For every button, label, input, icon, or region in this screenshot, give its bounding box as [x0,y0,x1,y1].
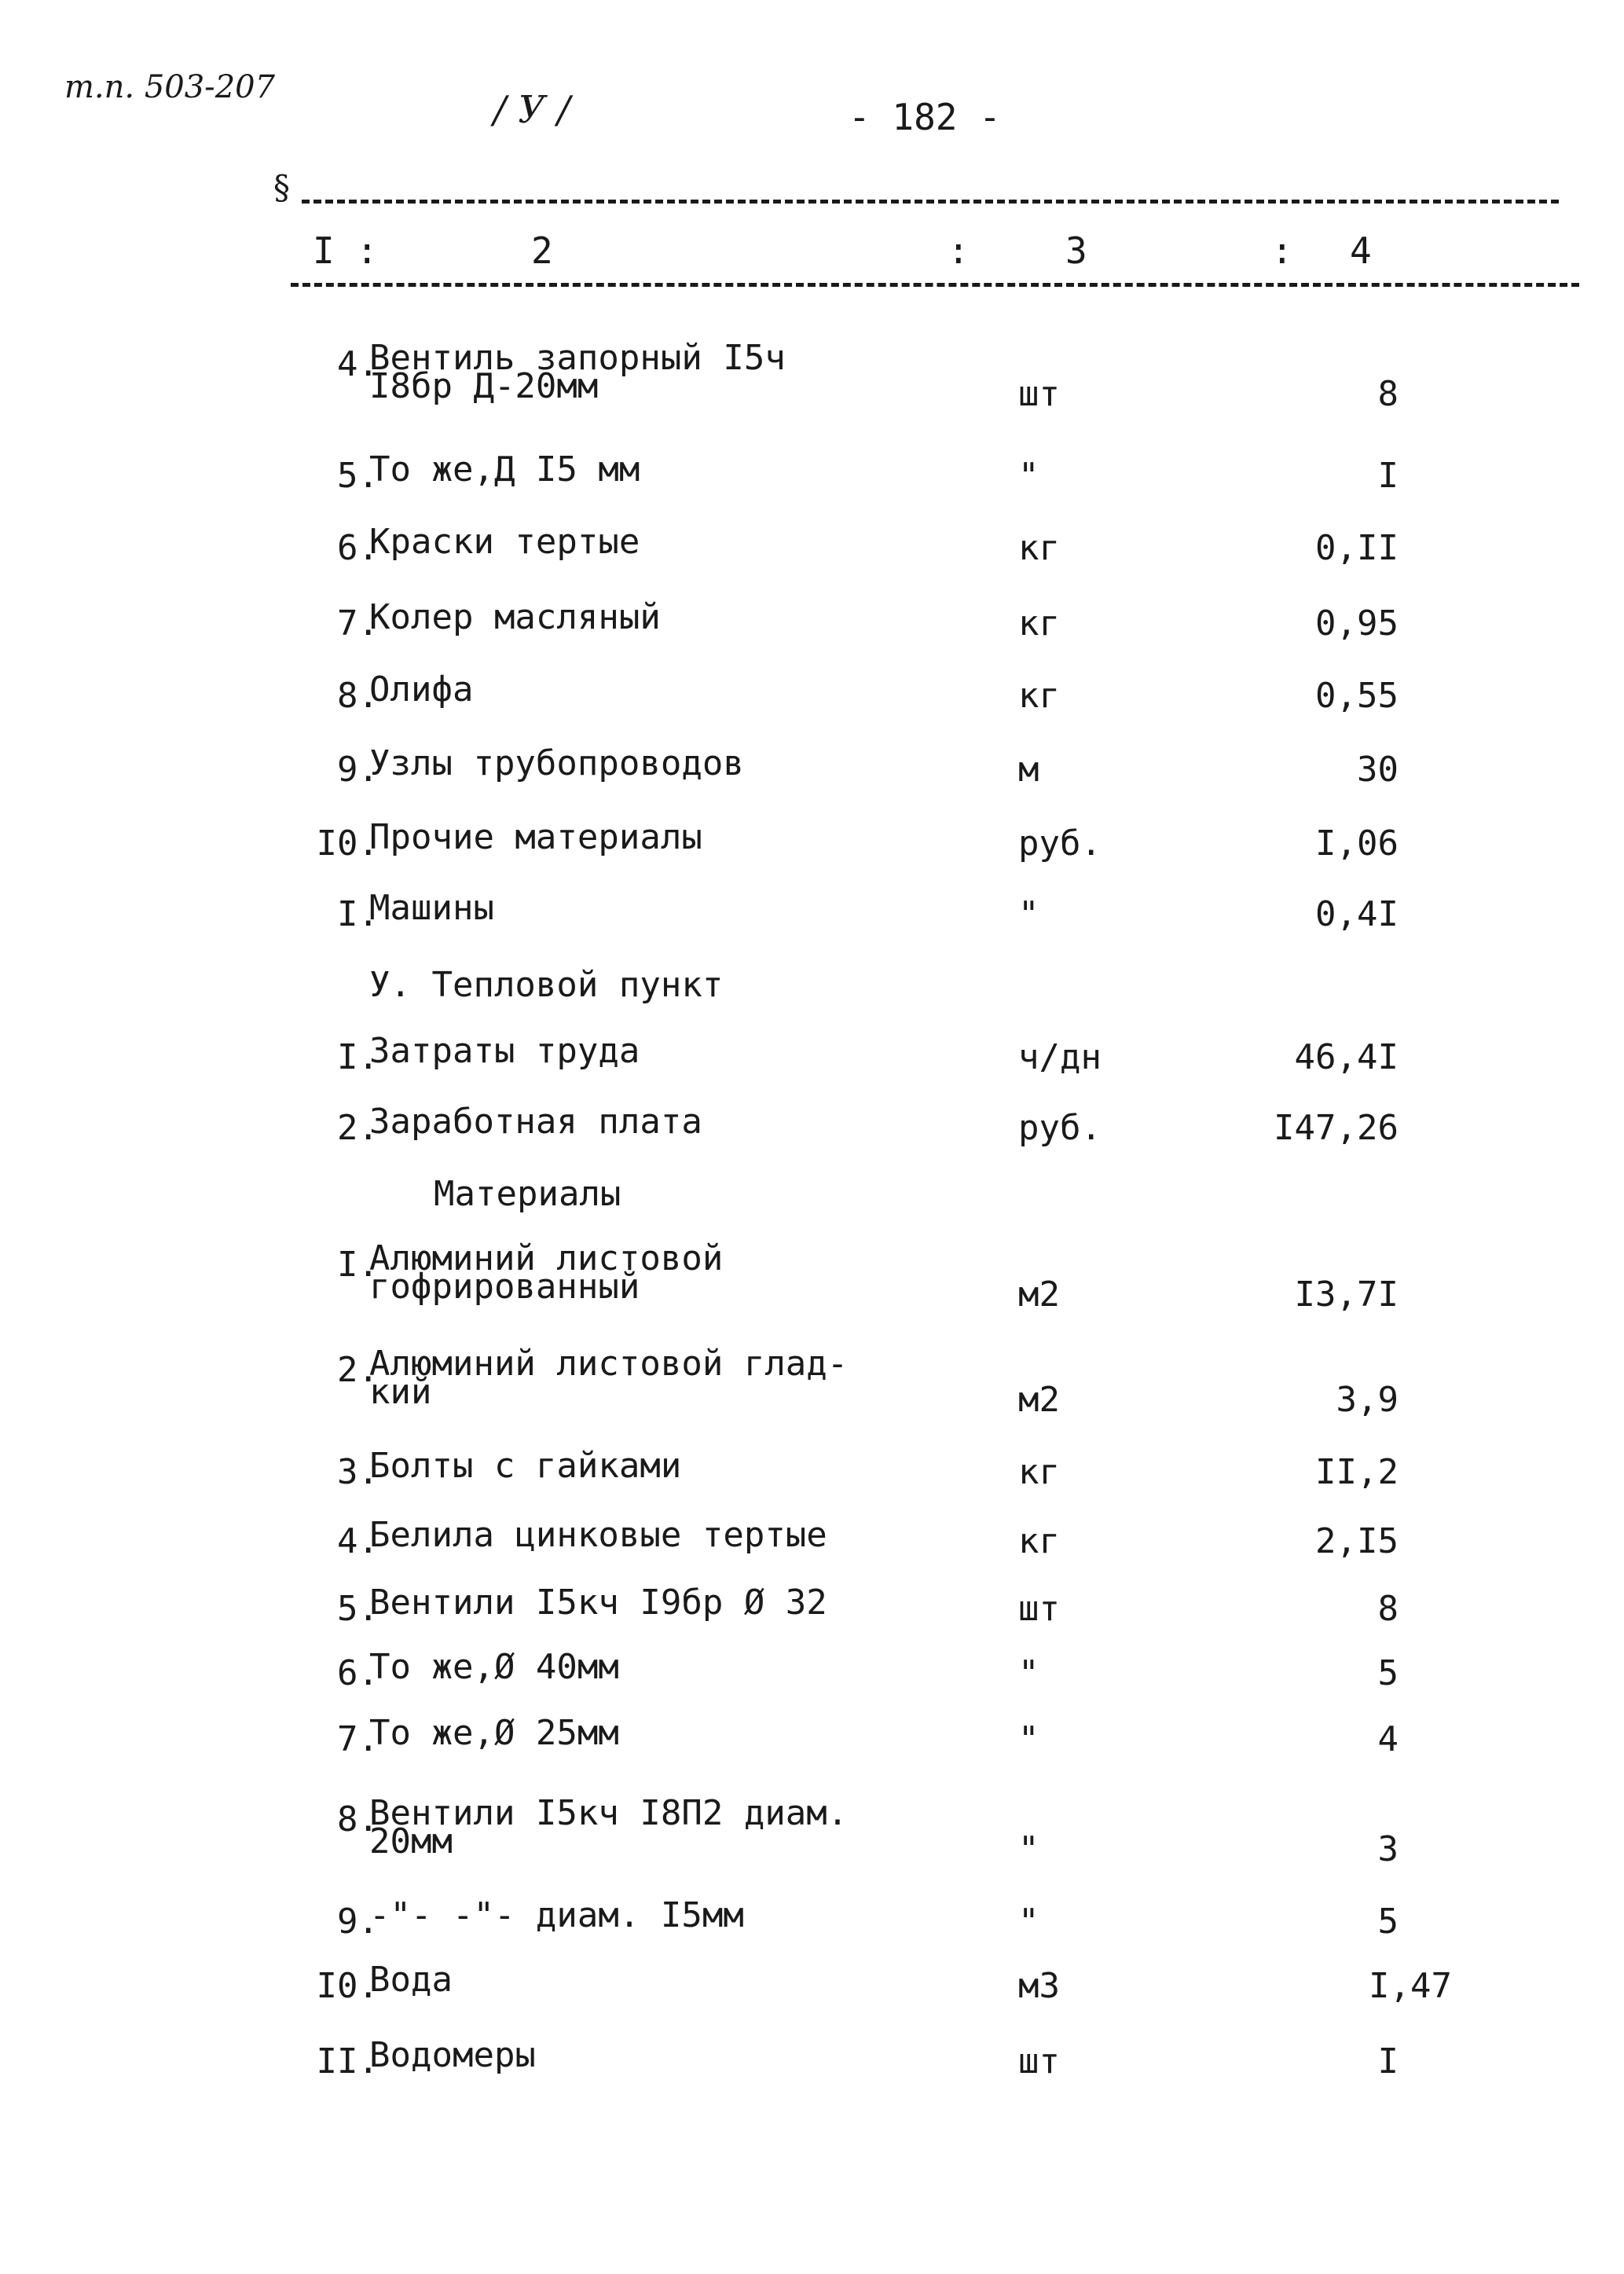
column-separator: : [948,229,970,272]
row-name [369,597,661,637]
row-unit: м2 [1018,1275,1060,1315]
row-name-line: Колер масляный [369,597,661,637]
row-number: I. [337,894,379,934]
row-value: 0,95 [1315,603,1399,644]
section-roman-numeral: / У / [493,88,570,132]
row-value: I47,26 [1274,1108,1399,1148]
row-name-line: Вентили I5кч I8П2 диам. [369,1793,849,1833]
row-value: 3,9 [1336,1380,1399,1420]
row-number: 7. [337,603,379,644]
row-value: I [1377,456,1399,496]
row-number: 3. [337,1452,379,1492]
column-separator: : [1271,229,1293,272]
row-number: I0. [316,823,379,864]
row-value: 0,55 [1315,676,1399,716]
row-name [369,449,640,490]
row-value: 5 [1377,1653,1399,1693]
row-value: 0,II [1315,528,1399,568]
row-number: 2. [337,1108,379,1148]
row-name-line: Олифа [369,669,474,710]
row-unit: м3 [1018,1966,1060,2006]
row-name-line: Затраты труда [369,1031,640,1071]
row-name [369,1713,619,1753]
row-unit: кг [1018,1521,1060,1561]
row-name [369,743,744,783]
row-unit: м2 [1018,1380,1060,1420]
row-value: 46,4I [1294,1037,1399,1077]
row-number: 2. [337,1350,379,1390]
row-unit: " [1018,894,1039,934]
row-name [369,1344,849,1412]
materials-heading: Материалы [434,1174,621,1214]
row-name-line: Заработная плата [369,1102,702,1142]
row-value: 5 [1377,1902,1399,1942]
row-name [369,2035,536,2075]
row-unit: шт [1018,374,1060,414]
row-name-line: Машины [369,888,494,928]
row-value: 4 [1377,1719,1399,1759]
column-header-2: 2 [531,229,553,272]
row-name-line: Вода [369,1960,453,2000]
row-number: 9. [337,750,379,790]
row-name [369,669,474,710]
row-name-line: 20мм [369,1821,453,1861]
row-name [369,1583,827,1623]
row-number: 7. [337,1719,379,1759]
row-name [369,1238,724,1307]
row-name [369,817,702,857]
row-number: 8. [337,676,379,716]
row-unit: ч/дн [1018,1037,1102,1077]
row-value: II,2 [1315,1452,1399,1492]
row-unit: руб. [1018,823,1102,864]
row-unit: " [1018,456,1039,496]
page-number: - 182 - [849,96,1001,138]
row-name [369,1960,453,2000]
header-bottom-rule [291,283,1579,287]
row-number: 4. [337,344,379,384]
row-number: 8. [337,1799,379,1839]
row-value: I3,7I [1294,1275,1399,1315]
row-name-line: То же,Ø 25мм [369,1713,619,1753]
row-name [369,1102,702,1142]
row-name [369,1515,827,1555]
row-number: 4. [337,1521,379,1561]
row-name [369,1895,744,1935]
row-value: 8 [1377,1589,1399,1629]
column-header-3: 3 [1065,229,1087,272]
row-name-line: Прочие материалы [369,817,702,857]
row-name-line: Вентиль запорный I5ч [369,338,786,378]
row-name-line: Алюминий листовой глад- [369,1344,849,1384]
row-value: 30 [1357,750,1399,790]
row-value: 0,4I [1315,894,1399,934]
row-unit: кг [1018,528,1060,568]
row-unit: " [1018,1829,1039,1869]
row-unit: " [1018,1653,1039,1693]
row-name [369,1793,849,1861]
row-number: 6. [337,528,379,568]
row-unit: кг [1018,676,1060,716]
row-unit: м [1018,750,1039,790]
row-name-line: То же,Ø 40мм [369,1647,619,1687]
row-unit: " [1018,1719,1039,1759]
row-unit: " [1018,1902,1039,1942]
row-number: 5. [337,456,379,496]
row-name-line: гофрированный [369,1267,640,1307]
row-unit: шт [1018,1589,1060,1629]
row-unit: шт [1018,2041,1060,2081]
row-unit: руб. [1018,1108,1102,1148]
column-header-1: I : [313,229,379,272]
document-code: т.п. 503-207 [64,69,276,105]
row-name-line: Краски тертые [369,522,640,562]
header-top-rule [302,200,1559,204]
row-name-line: Водомеры [369,2035,536,2075]
column-header-4: 4 [1350,229,1372,272]
row-name-line: I8бр Д-20мм [369,366,599,406]
row-number: I. [337,1037,379,1077]
row-unit: кг [1018,603,1060,644]
row-name [369,338,786,406]
row-name-line: То же,Д I5 мм [369,449,640,490]
row-name [369,1647,619,1687]
row-name-line: Узлы трубопроводов [369,743,744,783]
row-name-line: Белила цинковые тертые [369,1515,827,1555]
row-number: I. [337,1245,379,1285]
row-number: II. [316,2041,379,2081]
row-number: 5. [337,1589,379,1629]
row-number: 6. [337,1653,379,1693]
row-name [369,522,640,562]
row-value: 2,I5 [1315,1521,1399,1561]
row-value: 3 [1377,1829,1399,1869]
row-unit: кг [1018,1452,1060,1492]
section-mark: § [273,168,290,207]
row-name [369,1031,640,1071]
row-name [369,1446,682,1486]
section-title: У. Тепловой пункт [369,965,724,1005]
row-name-line: Алюминий листовой [369,1238,724,1278]
row-value: I,47 [1369,1966,1452,2006]
row-name-line: Вентили I5кч I9бр Ø 32 [369,1583,827,1623]
row-value: I,06 [1315,823,1399,864]
row-name-line: кий [369,1372,432,1412]
row-number: I0. [316,1966,379,2006]
row-number: 9. [337,1902,379,1942]
row-name-line: -"- -"- диам. I5мм [369,1895,744,1935]
row-value: 8 [1377,374,1399,414]
row-name [369,888,494,928]
row-name-line: Болты с гайками [369,1446,682,1486]
row-value: I [1377,2041,1399,2081]
